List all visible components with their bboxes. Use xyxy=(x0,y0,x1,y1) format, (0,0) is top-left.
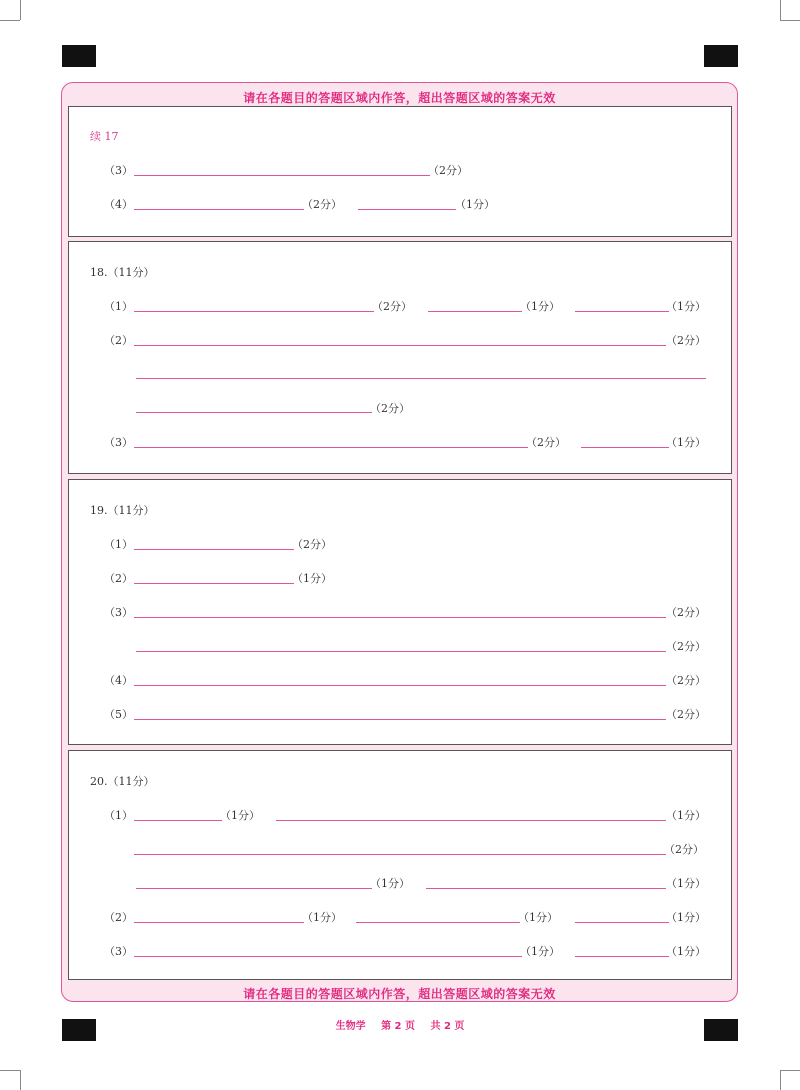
answer-line[interactable] xyxy=(426,888,666,889)
score-label: （1分） xyxy=(292,572,332,585)
answer-line[interactable] xyxy=(136,888,372,889)
part-label: （1） xyxy=(104,809,133,822)
crop-mark xyxy=(780,0,781,20)
score-label: （1分） xyxy=(220,809,260,822)
score-label: （2分） xyxy=(666,606,706,619)
answer-box-q20 xyxy=(68,750,732,980)
footer-page: 第 2 页 xyxy=(381,1021,415,1032)
answer-line[interactable] xyxy=(276,820,666,821)
answer-line[interactable] xyxy=(134,209,304,210)
part-label: （2） xyxy=(104,572,133,585)
part-label: （4） xyxy=(104,198,133,211)
crop-mark xyxy=(20,0,21,20)
score-label: （2分） xyxy=(292,538,332,551)
notice-bottom: 请在各题目的答题区域内作答，超出答题区域的答案无效 xyxy=(243,987,556,1001)
crop-mark xyxy=(780,1070,781,1090)
registration-mark-top-left xyxy=(62,45,96,67)
question-title: 19.（11分） xyxy=(90,504,155,517)
score-label: （2分） xyxy=(302,198,342,211)
question-title: 20.（11分） xyxy=(90,775,155,788)
crop-mark xyxy=(20,1070,21,1090)
score-label: （2分） xyxy=(666,674,706,687)
answer-line[interactable] xyxy=(136,651,666,652)
answer-line[interactable] xyxy=(134,311,374,312)
answer-line[interactable] xyxy=(428,311,522,312)
score-label: （1分） xyxy=(520,300,560,313)
score-label: （1分） xyxy=(455,198,495,211)
answer-line[interactable] xyxy=(134,685,666,686)
part-label: （1） xyxy=(104,300,133,313)
answer-line[interactable] xyxy=(134,175,430,176)
answer-line[interactable] xyxy=(575,922,669,923)
footer-subject: 生物学 xyxy=(335,1021,366,1032)
score-label: （1分） xyxy=(520,945,560,958)
crop-mark xyxy=(0,20,20,21)
answer-line[interactable] xyxy=(134,549,294,550)
answer-line[interactable] xyxy=(575,311,669,312)
crop-mark xyxy=(0,1070,20,1071)
score-label: （1分） xyxy=(666,877,706,890)
score-label: （2分） xyxy=(526,436,566,449)
crop-mark xyxy=(780,1070,800,1071)
registration-mark-top-right xyxy=(704,45,738,67)
score-label: （1分） xyxy=(666,911,706,924)
score-label: （2分） xyxy=(428,164,468,177)
answer-line[interactable] xyxy=(575,956,669,957)
score-label: （2分） xyxy=(370,402,410,415)
answer-line[interactable] xyxy=(134,617,666,618)
answer-box-q18 xyxy=(68,241,732,474)
score-label: （1分） xyxy=(666,300,706,313)
answer-line[interactable] xyxy=(358,209,456,210)
part-label: （3） xyxy=(104,606,133,619)
score-label: （1分） xyxy=(666,436,706,449)
part-label: （1） xyxy=(104,538,133,551)
answer-box-q17 xyxy=(68,106,732,237)
score-label: （1分） xyxy=(666,809,706,822)
score-label: （2分） xyxy=(372,300,412,313)
answer-line[interactable] xyxy=(356,922,520,923)
answer-box-q19 xyxy=(68,479,732,745)
notice-top: 请在各题目的答题区域内作答，超出答题区域的答案无效 xyxy=(243,91,556,105)
answer-line[interactable] xyxy=(134,820,222,821)
answer-line[interactable] xyxy=(134,583,294,584)
score-label: （2分） xyxy=(666,334,706,347)
score-label: （2分） xyxy=(664,843,704,856)
score-label: （2分） xyxy=(666,640,706,653)
score-label: （1分） xyxy=(666,945,706,958)
part-label: （4） xyxy=(104,674,133,687)
question-title: 18.（11分） xyxy=(90,266,155,279)
answer-line[interactable] xyxy=(134,345,666,346)
score-label: （2分） xyxy=(666,708,706,721)
score-label: （1分） xyxy=(370,877,410,890)
answer-line[interactable] xyxy=(581,447,669,448)
part-label: （2） xyxy=(104,911,133,924)
footer-total: 共 2 页 xyxy=(430,1021,465,1032)
question-title: 续 17 xyxy=(90,130,119,143)
part-label: （2） xyxy=(104,334,133,347)
crop-mark xyxy=(780,20,800,21)
answer-line[interactable] xyxy=(136,412,372,413)
answer-line[interactable] xyxy=(134,854,666,855)
answer-line[interactable] xyxy=(134,922,304,923)
score-label: （1分） xyxy=(518,911,558,924)
part-label: （3） xyxy=(104,945,133,958)
answer-line[interactable] xyxy=(134,719,666,720)
part-label: （3） xyxy=(104,164,133,177)
answer-line[interactable] xyxy=(136,378,706,379)
part-label: （3） xyxy=(104,436,133,449)
part-label: （5） xyxy=(104,708,133,721)
answer-line[interactable] xyxy=(134,956,522,957)
page-footer xyxy=(0,1017,800,1032)
score-label: （1分） xyxy=(302,911,342,924)
answer-line[interactable] xyxy=(134,447,528,448)
